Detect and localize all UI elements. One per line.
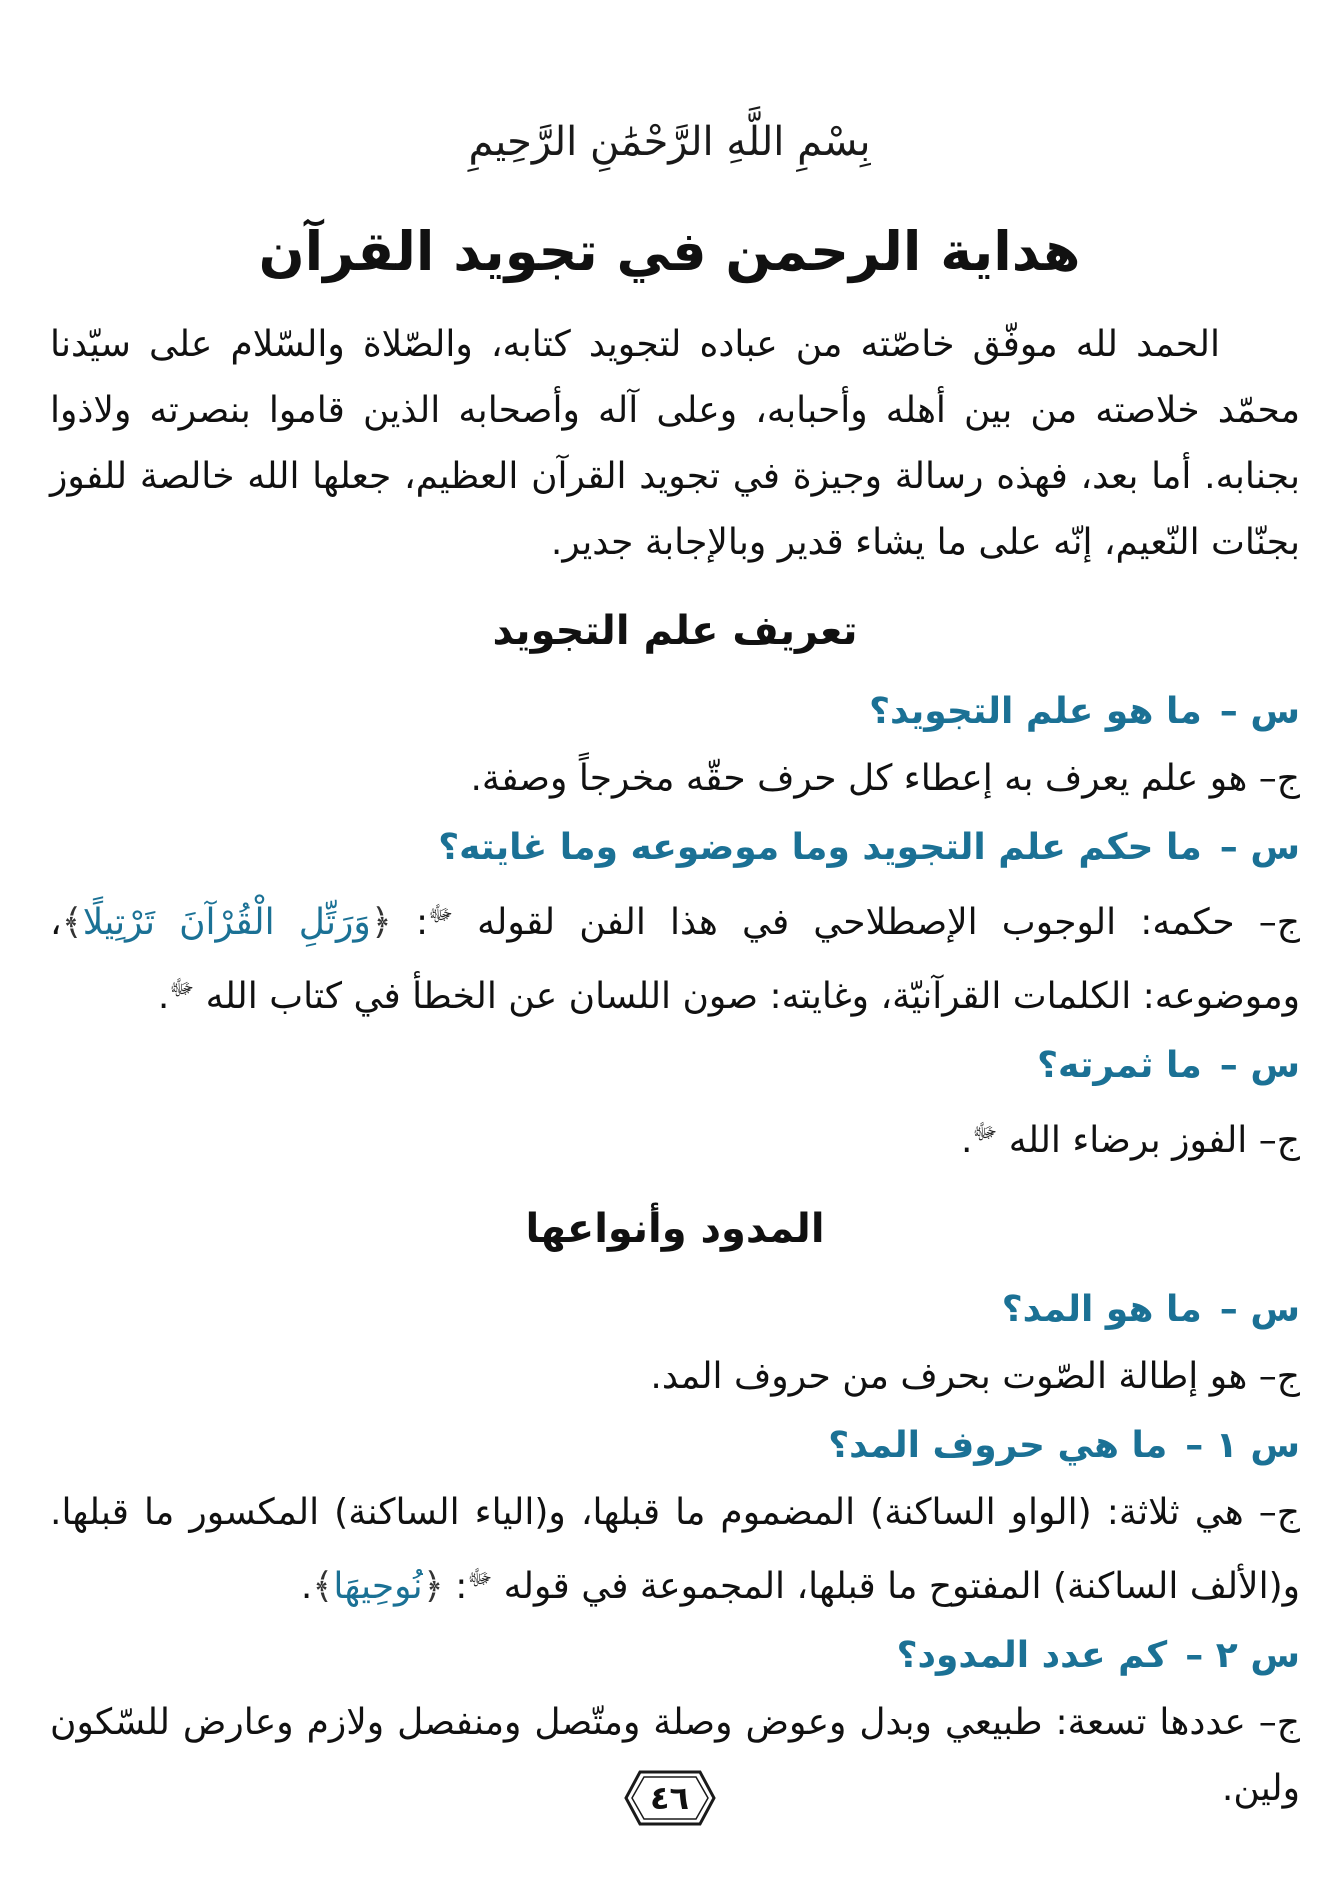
quran-verse: نُوحِيهَا xyxy=(333,1566,423,1607)
intro-paragraph: الحمد لله موفّق خاصّته من عباده لتجويد كتابه، والصّلاة والسّلام على سيّدنا محمّد خلاصته من بين أهله وأحبابه، وعلى آله وأصحابه الذين قاموا بنصرته ولاذوا بجنابه. أما بعد، فهذه رسالة وجيزة في تجويد القرآن العظيم، جعلها الله خالصة للفوز بجنّات النّعيم، إنّه على ما يشاء قدير وبالإجابة جدير. xyxy=(50,324,1300,563)
answer-4: ج– هو إطالة الصّوت بحرف من حروف المد. xyxy=(650,1356,1300,1397)
answer-2 xyxy=(50,882,1300,1030)
question-text: ما هي حروف المد؟ xyxy=(828,1425,1168,1466)
honorific-glyph: ﷻ xyxy=(169,976,195,1001)
page-number: ٤٦ xyxy=(649,1779,690,1817)
question-prefix: س – xyxy=(1219,827,1300,868)
ornate-bracket-open: ﴿ xyxy=(422,1566,444,1607)
question-prefix: س – xyxy=(1219,691,1300,732)
honorific-glyph: ﷻ xyxy=(428,902,453,927)
answer-5 xyxy=(50,1480,1300,1620)
section-heading-tajweed-definition: تعريف علم التجويد xyxy=(492,608,858,654)
question-2 xyxy=(50,818,1300,878)
period: . xyxy=(157,976,170,1017)
answer-text: ج– الفوز برضاء الله xyxy=(1008,1120,1300,1161)
basmala: بِسْمِ اللَّهِ الرَّحْمَٰنِ الرَّحِيمِ xyxy=(468,119,871,165)
section-heading-madd-types: المدود وأنواعها xyxy=(525,1206,825,1252)
honorific-glyph: ﷻ xyxy=(972,1120,998,1145)
period: . xyxy=(300,1566,313,1607)
question-text: ما هو المد؟ xyxy=(1001,1289,1202,1330)
answer-text: ج– هي ثلاثة: (الواو الساكنة) المضموم ما قبلها، و(الياء الساكنة) المكسور ما قبلها. و(الألف الساكنة) المفتوح ما قبلها، المجموعة في قوله xyxy=(50,1492,1300,1607)
question-5 xyxy=(50,1416,1300,1476)
period: . xyxy=(960,1120,973,1161)
question-4 xyxy=(50,1280,1300,1340)
page-number-badge xyxy=(622,1768,718,1828)
page-footer xyxy=(0,1768,1339,1832)
question-prefix: س ١ – xyxy=(1185,1425,1300,1466)
ornate-bracket-open: ﴿ xyxy=(370,902,392,943)
ornate-bracket-close: ﴾ xyxy=(61,902,83,943)
colon: : xyxy=(455,1566,468,1607)
answer-6: ج– عددها تسعة: طبيعي وبدل وعوض وصلة ومتّصل ومنفصل ولازم وعارض للسّكون ولين. xyxy=(50,1702,1300,1809)
question-6 xyxy=(50,1626,1300,1686)
page-title: هداية الرحمن في تجويد القرآن xyxy=(258,220,1081,283)
quran-verse: وَرَتِّلِ الْقُرْآنَ تَرْتِيلًا xyxy=(82,902,371,943)
answer-text: ، وموضوعه: الكلمات القرآنيّة، وغايته: صون اللسان عن الخطأ في كتاب الله xyxy=(50,902,1300,1017)
question-prefix: س – xyxy=(1219,1289,1300,1330)
document-body xyxy=(50,312,1300,1822)
answer-text: ج– حكمه: الوجوب الإصطلاحي في هذا الفن لقوله xyxy=(477,902,1300,943)
question-text: ما حكم علم التجويد وما موضوعه وما غايته؟ xyxy=(438,827,1202,868)
question-text: كم عدد المدود؟ xyxy=(896,1635,1168,1676)
question-text: ما هو علم التجويد؟ xyxy=(869,691,1202,732)
answer-3 xyxy=(50,1100,1300,1174)
question-3 xyxy=(50,1036,1300,1096)
question-1 xyxy=(50,682,1300,742)
question-text: ما ثمرته؟ xyxy=(1037,1045,1202,1086)
answer-1: ج– هو علم يعرف به إعطاء كل حرف حقّه مخرجاً وصفة. xyxy=(470,758,1300,799)
question-prefix: س ٢ – xyxy=(1185,1635,1300,1676)
question-prefix: س – xyxy=(1219,1045,1300,1086)
colon: : xyxy=(415,902,429,943)
honorific-glyph: ﷻ xyxy=(467,1566,493,1591)
ornate-bracket-close: ﴾ xyxy=(312,1566,334,1607)
